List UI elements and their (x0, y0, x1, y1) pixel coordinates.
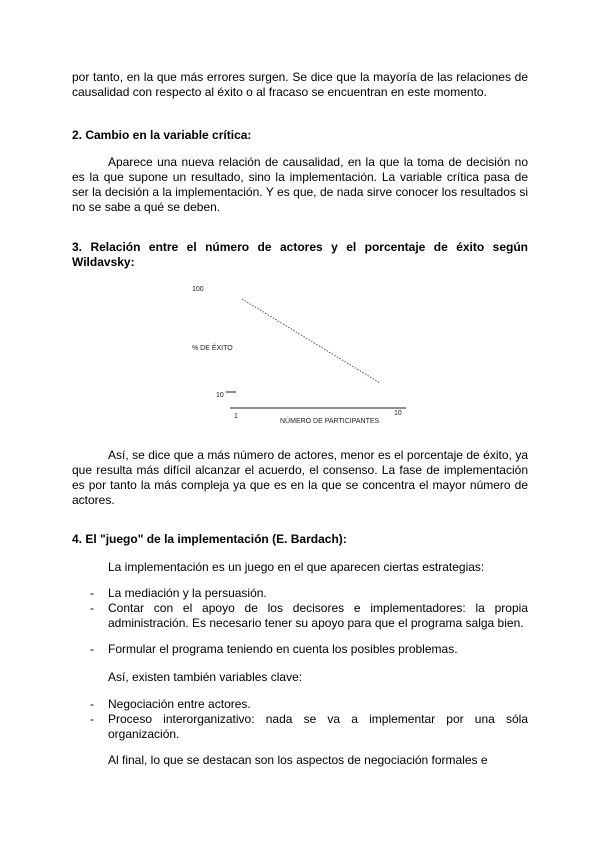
chart-plot (180, 282, 420, 430)
chart-x-axis-label: NÚMERO DE PARTICIPANTES (280, 418, 380, 425)
chart-series-line (242, 299, 380, 383)
list-item-variable: - Proceso interorganizativo: nada se va a implementar por una sóla organización. (90, 712, 528, 741)
list-item-strategy: - Formular el programa teniendo en cuenta los posibles problemas. (90, 642, 458, 656)
chart-x-end-label: 10 (394, 410, 402, 417)
paragraph-intro: por tanto, en la que más errores surgen. Se dice que la mayoría de las relaciones de causalidad con respecto al éxito o al fracaso se encuentran en este momento. (72, 70, 528, 99)
bullet-dash: - (90, 712, 94, 726)
chart-y-axis-label: % DE ÉXITO (192, 345, 233, 352)
paragraph-final: Al final, lo que se destacan son los aspectos de negociación formales e (108, 753, 488, 767)
heading-section-2: 2. Cambio en la variable crítica: (72, 128, 252, 142)
paragraph-section-3: Así, se dice que a más número de actores, menor es el porcentaje de éxito, ya que resulta más difícil alcanzar el acuerdo, el consenso. La fase de implementación es por tanto la más compleja ya que es en la que se concentra el mayor número de actores. (72, 448, 528, 507)
chart-y-bottom-label: 10 (216, 392, 224, 399)
heading-section-3: 3. Relación entre el número de actores y el porcentaje de éxito según Wildavsky: (72, 240, 528, 269)
list-item-variable: - Negociación entre actores. (90, 697, 251, 711)
bullet-dash: - (90, 601, 94, 615)
chart-figure (180, 282, 420, 430)
paragraph-section-2: Aparece una nueva relación de causalidad, en la que la toma de decisión no es la que supone un resultado, sino la implementación. La variable crítica pasa de ser la decisión a la implementación. Y es que, de nada sirve conocer los resultados si no se sabe a qué se deben. (72, 155, 528, 214)
list-item-strategy: - La mediación y la persuasión. (90, 586, 267, 600)
chart-y-top-label: 100 (192, 286, 204, 293)
list-item-strategy: - Contar con el apoyo de los decisores e implementadores: la propia administración. Es necesario tener su apoyo para que el programa salga bien. (90, 601, 528, 630)
bullet-dash: - (90, 586, 94, 600)
bullet-dash: - (90, 697, 94, 711)
bullet-dash: - (90, 642, 94, 656)
chart-x-start-label: 1 (234, 413, 238, 420)
paragraph-strategies-intro: La implementación es un juego en el que aparecen ciertas estrategias: (108, 560, 485, 574)
heading-section-4: 4. El "juego" de la implementación (E. Bardach): (72, 532, 347, 546)
paragraph-variables-intro: Así, existen también variables clave: (108, 670, 303, 684)
